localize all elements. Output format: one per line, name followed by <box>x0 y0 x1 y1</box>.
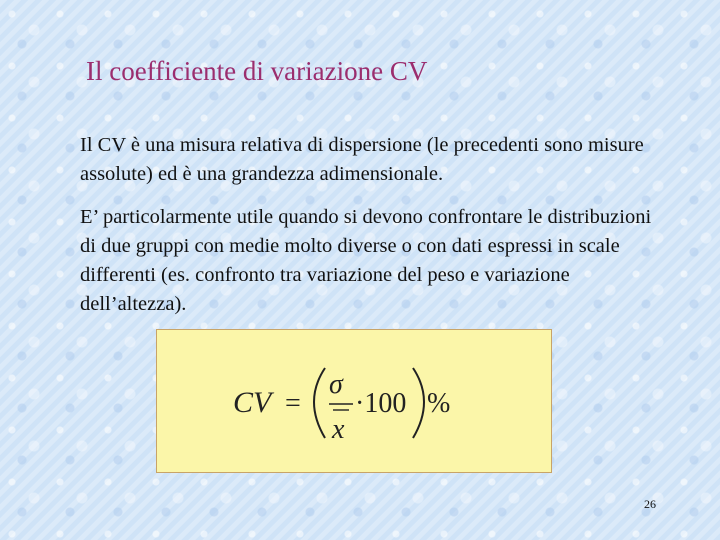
page-number: 26 <box>644 497 656 511</box>
formula-numerator: σ <box>329 369 343 400</box>
slide-title: Il coefficiente di variazione CV <box>86 56 428 86</box>
formula-lhs: CV <box>233 386 272 419</box>
formula-multiplier: ·100 <box>355 388 407 419</box>
paragraph-definition: Il CV è una misura relativa di dispersione (le precedenti sono misure assolute) ed è una grandezza adimensionale. <box>80 134 644 185</box>
formula-right-paren <box>413 368 424 438</box>
formula-unit: % <box>427 388 451 419</box>
cv-formula <box>157 330 551 472</box>
formula-equals: = <box>285 388 301 419</box>
formula-box <box>156 329 552 473</box>
paragraph-usage: E’ particolarmente utile quando si devono confrontare le distribuzioni di due gruppi con medie molto diverse o con dati espressi in scale differenti (es. confronto tra variazione del peso e variazione dell’altezza). <box>80 206 652 315</box>
formula-denominator: x <box>332 414 345 445</box>
formula-left-paren <box>314 368 325 438</box>
